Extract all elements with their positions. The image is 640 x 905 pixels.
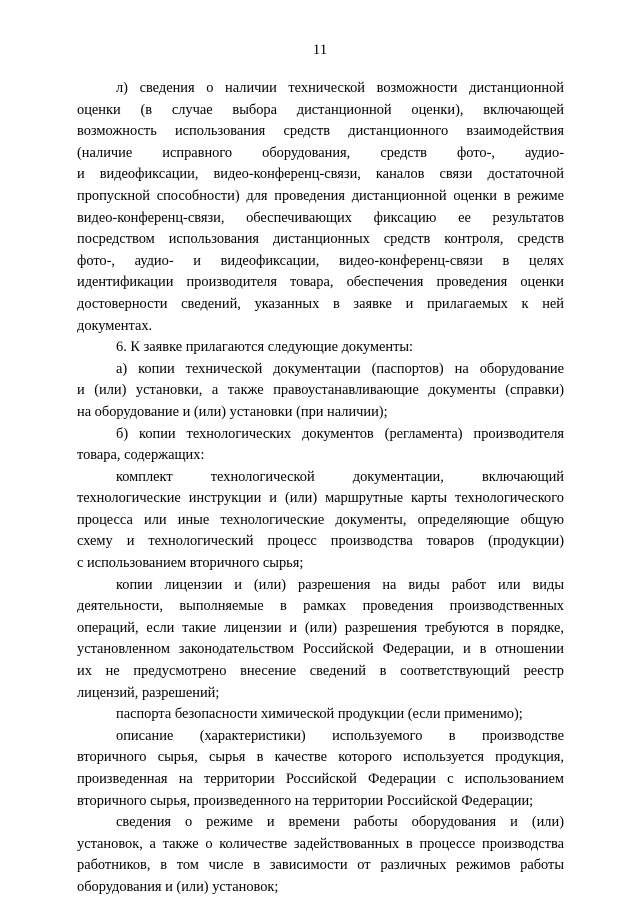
text-line: 6. К заявке прилагаются следующие документы: (116, 339, 414, 356)
text-line: на оборудование и (или) установки (при наличии); (77, 403, 388, 420)
text-line: посредством использования дистанционных средств контроля, средств (77, 231, 564, 248)
text-line: деятельности, выполняемые в рамках проведения производственных (77, 598, 564, 615)
text-line: их не предусмотрено внесение сведений в соответствующий реестр (77, 663, 564, 680)
text-line: (наличие исправного оборудования, средств фото-, аудио- (77, 144, 564, 161)
text-line: произведенная на территории Российской Федерации с использованием (77, 771, 564, 787)
text-line: комплект технологической документации, включающий (116, 468, 564, 485)
text-line: б) копии технологических документов (регламента) производителя (116, 425, 564, 442)
text-line: оборудования и (или) установок; (77, 878, 279, 895)
text-line: а) копии технической документации (паспортов) на оборудование (116, 360, 564, 377)
text-line: копии лицензии и (или) разрешения на виды работ или виды (116, 576, 564, 593)
text-line: документах. (77, 317, 153, 334)
body-text (77, 78, 564, 899)
text-line: работников, в том числе в зависимости от различных режимов работы (77, 857, 564, 874)
text-line: л) сведения о наличии технической возможности дистанционной (116, 80, 564, 96)
text-line: пропускной способности) для проведения дистанционной оценки в режиме (77, 187, 564, 204)
text-line: паспорта безопасности химической продукции (если применимо); (116, 706, 523, 723)
text-line: вторичного сырья, произведенного на территории Российской Федерации; (77, 792, 534, 809)
text-line: установок, а также о количестве задействованных в процессе производства (77, 835, 564, 852)
text-line: вторичного сырья, сырья в качестве которого используется продукция, (77, 749, 564, 766)
text-line: товара, содержащих: (77, 447, 205, 464)
text-line: оценки (в случае выбора дистанционной оценки), включающей (77, 101, 564, 118)
text-line: достоверности сведений, указанных в заявке и прилагаемых к ней (77, 295, 564, 312)
text-line: технологические инструкции и (или) маршрутные карты технологического (77, 490, 564, 507)
text-line: и (или) установки, а также правоустанавливающие документы (справки) (77, 382, 564, 399)
page-number: 11 (312, 42, 328, 58)
text-line: идентификации производителя товара, обеспечения проведения оценки (77, 274, 564, 291)
text-line: лицензий, разрешений; (77, 684, 220, 701)
text-line: операций, если такие лицензии и (или) разрешения требуются в порядке, (77, 619, 564, 636)
text-line: с использованием вторичного сырья; (77, 555, 304, 572)
text-line: схему и технологический процесс производства товаров (продукции) (77, 533, 564, 550)
text-line: и видеофиксации, видео-конференц-связи, каналов связи достаточной (77, 166, 564, 183)
text-line: фото-, аудио- и видеофиксации, видео-конференц-связи в целях (77, 252, 564, 269)
text-line: видео-конференц-связи, обеспечивающих фиксацию ее результатов (77, 209, 564, 226)
text-line: описание (характеристики) используемого в производстве (116, 727, 564, 744)
text-line: процесса или иные технологические документы, определяющие общую (77, 511, 564, 528)
text-line: сведения о режиме и времени работы оборудования и (или) (116, 814, 564, 831)
text-line: установленном законодательством Российской Федерации, и в отношении (77, 641, 564, 658)
text-line: возможность использования средств дистанционного взаимодействия (77, 123, 564, 140)
